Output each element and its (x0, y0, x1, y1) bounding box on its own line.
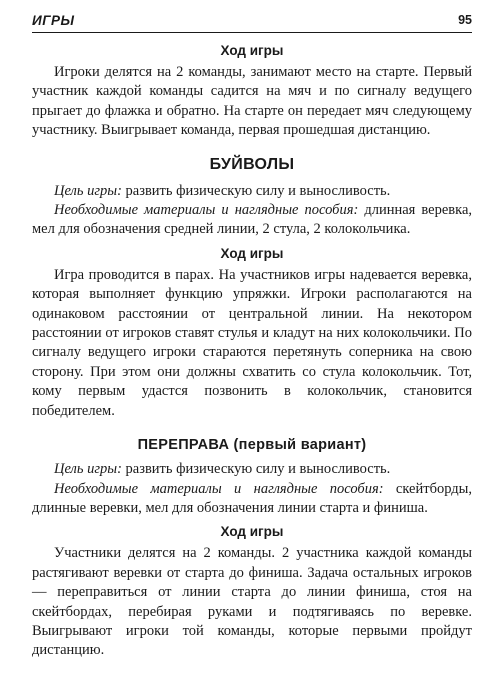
materials-text: скейтборды, длинные веревки, мел для обозначения линии старта и финиша. (32, 480, 472, 516)
materials-text: длинная веревка, мел для обозначения средней линии, 2 стула, 2 колокольчика. (32, 202, 472, 238)
section-subhead-3: Ход игры (220, 524, 284, 540)
section-subhead-1: Ход игры (220, 43, 284, 58)
page-body (32, 37, 472, 661)
materials-label: Необходимые материалы и наглядные пособия: (54, 202, 359, 219)
paragraph-3: Участники делятся на 2 команды. 2 участника каждой команды растягивают веревки от старта до финиша. Задача остальных игроков — переправиться от линии старта до линии финиша, стоя на скейтбордах, перебирая руками и подтягиваясь по веревке. Выигрывают игроки той команды, которые первыми пройдут дистанцию. (32, 545, 472, 659)
game-materials-buffalo (32, 201, 472, 240)
game-title-buffalo: БУЙВОЛЫ (209, 155, 295, 173)
running-header (32, 8, 472, 30)
game-title-crossing: ПЕРЕПРАВА (первый вариант) (137, 437, 367, 454)
goal-text: развить физическую силу и выносливость. (121, 182, 391, 199)
game-materials-crossing (32, 480, 472, 519)
game-goal-buffalo (32, 182, 472, 201)
paragraph-1: Игроки делятся на 2 команды, занимают место на старте. Первый участник каждой команды садится на мяч и по сигналу ведущего прыгает до флажка и обратно. На старте он передает мяч следующему участнику. Выигрывает команда, первая прошедшая дистанцию. (32, 64, 472, 139)
section-title: ИГРЫ (32, 13, 75, 28)
paragraph-2: Игра проводится в парах. На участников игры надевается веревка, которая выполняет функцию упряжки. Игроки располагаются на одинаковом расстоянии от центральной линии. На некотором расстоянии от игроков ставят стулья и кладут на них колокольчики. По сигналу ведущего игроки стараются перетянуть соперника на свою сторону. При этом они должны схватить со стула колокольчик. Тот, кому первым удастся позвонить в колокольчик, становится победителем. (32, 266, 472, 419)
game-goal-crossing (32, 460, 472, 479)
section-subhead-2: Ход игры (220, 245, 284, 261)
goal-label: Цель игры: (54, 182, 122, 199)
goal-label: Цель игры: (54, 461, 122, 478)
page-number: 95 (458, 13, 472, 27)
header-rule (32, 32, 472, 33)
materials-label: Необходимые материалы и наглядные пособия: (54, 480, 384, 497)
goal-text: развить физическую силу и выносливость. (121, 461, 391, 478)
